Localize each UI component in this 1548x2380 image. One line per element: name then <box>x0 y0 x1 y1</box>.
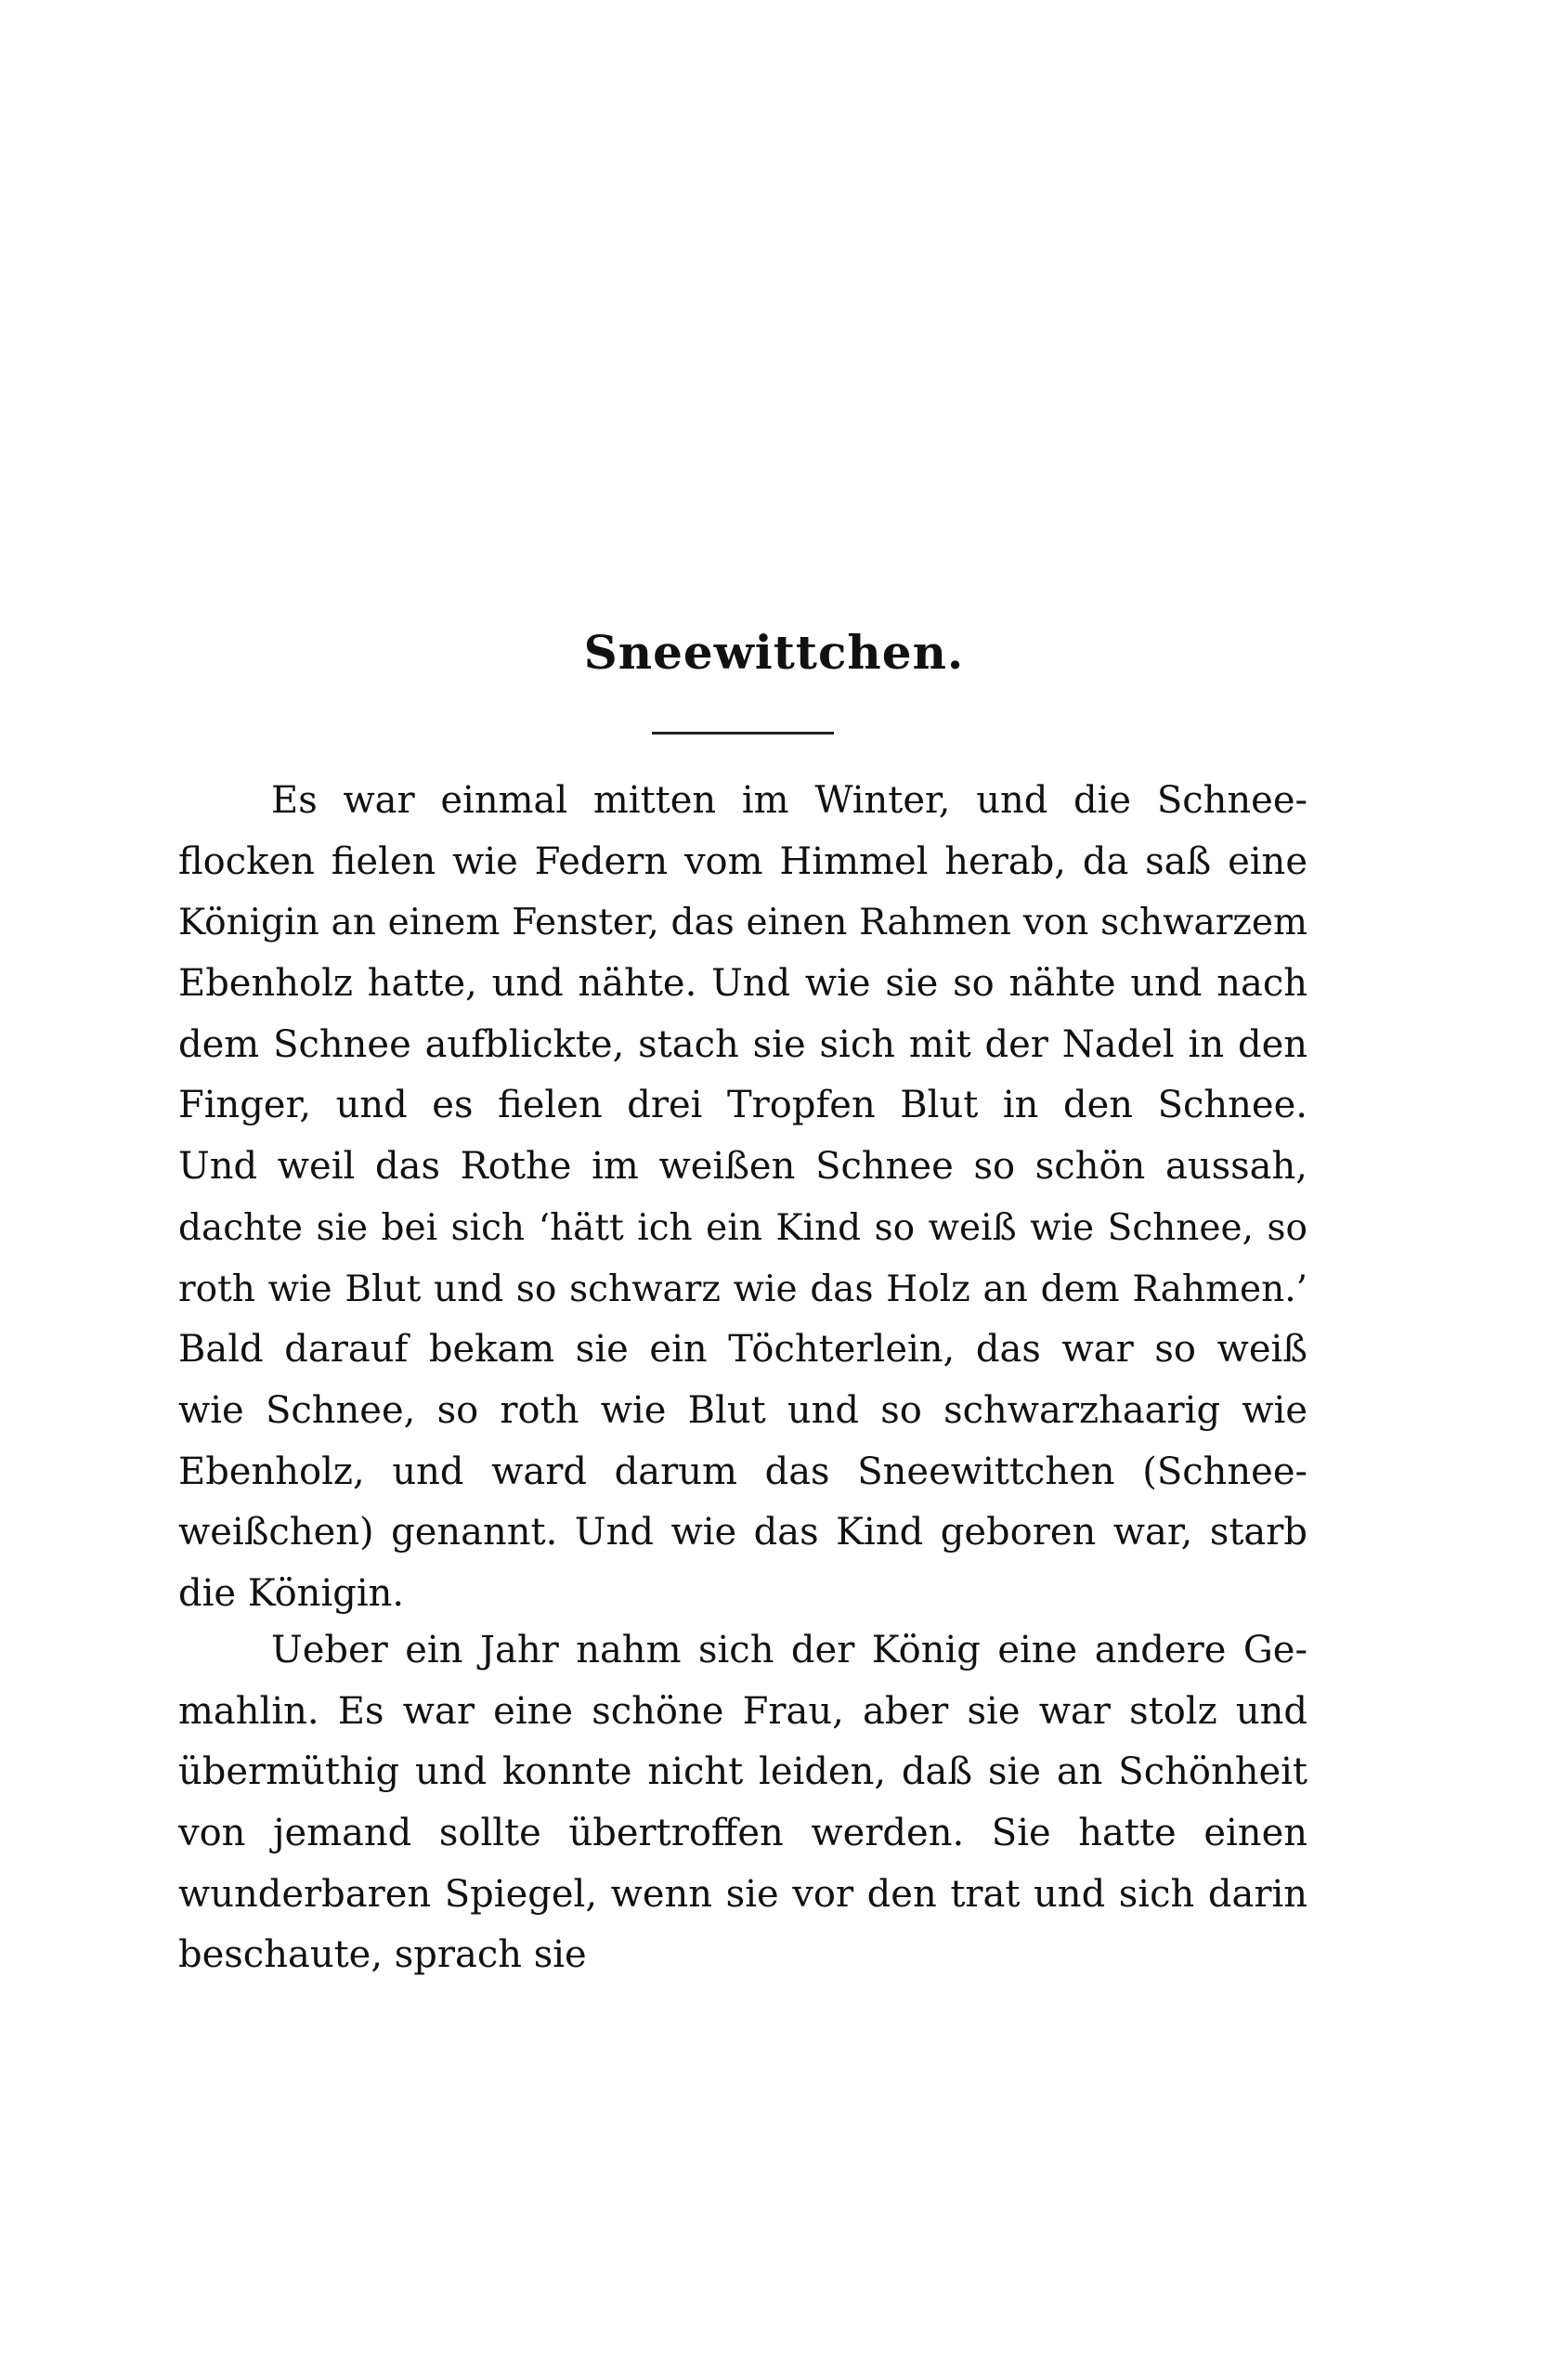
text-line: übermüthig und konnte nicht leiden, daß sie an Schönheit <box>178 1750 1307 1794</box>
text-line: Bald darauf bekam sie ein Töchterlein, das war so weiß <box>178 1328 1307 1372</box>
text-line: mahlin. Es war eine schöne Frau, aber sie war stolz und <box>178 1689 1307 1733</box>
text-line: flocken fielen wie Federn vom Himmel herab, da saß eine <box>178 839 1307 883</box>
text-line: Finger, und es fielen drei Tropfen Blut in den Schnee. <box>178 1084 1307 1127</box>
page-title: Sneewittchen. <box>583 625 965 680</box>
text-line: Es war einmal mitten im Winter, und die Schnee- <box>271 779 1307 822</box>
title-divider <box>652 732 834 735</box>
text-line: weißchen) genannt. Und wie das Kind geboren war, starb <box>178 1511 1307 1554</box>
text-line: dachte sie bei sich ‘hätt ich ein Kind so weiß wie Schnee, so <box>178 1206 1307 1249</box>
text-line: dem Schnee aufblickte, stach sie sich mit der Nadel in den <box>178 1022 1307 1066</box>
text-line: die Königin. <box>178 1571 405 1615</box>
text-line: roth wie Blut und so schwarz wie das Holz an dem Rahmen.’ <box>178 1268 1307 1310</box>
paragraph-1 <box>178 771 1307 1625</box>
text-line: von jemand sollte übertroffen werden. Sie hatte einen <box>178 1812 1307 1855</box>
text-line: wie Schnee, so roth wie Blut und so schwarzhaarig wie <box>178 1388 1307 1432</box>
text-line: Und weil das Rothe im weißen Schnee so schön aussah, <box>178 1145 1307 1189</box>
text-line: beschaute, sprach sie <box>178 1933 587 1977</box>
text-line: Ueber ein Jahr nahm sich der König eine andere Ge- <box>271 1629 1307 1671</box>
paragraph-2 <box>178 1620 1307 1986</box>
text-line: Königin an einem Fenster, das einen Rahmen von schwarzem <box>178 902 1307 944</box>
text-line: Ebenholz, und ward darum das Sneewittchen (Schnee- <box>178 1450 1307 1493</box>
text-line: wunderbaren Spiegel, wenn sie vor den trat und sich darin <box>178 1872 1307 1916</box>
text-line: Ebenholz hatte, und nähte. Und wie sie so nähte und nach <box>178 962 1307 1006</box>
